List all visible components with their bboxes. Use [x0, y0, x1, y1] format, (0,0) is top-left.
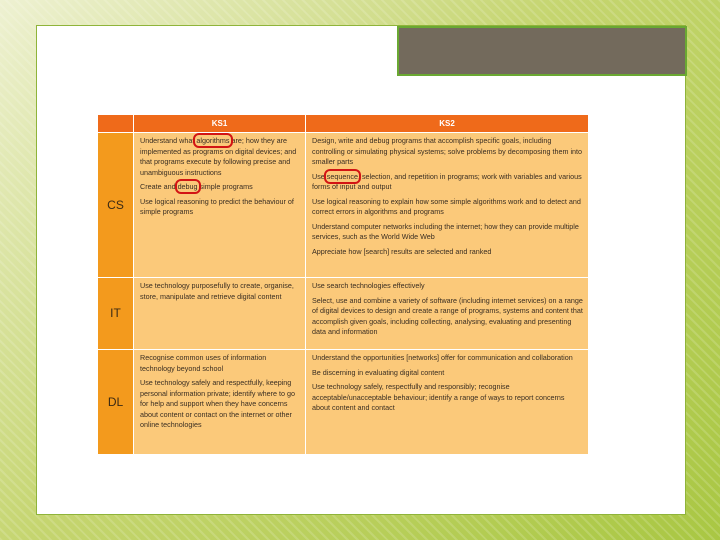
highlighted-keyword: debug — [177, 182, 198, 191]
item-text: Design, write and debug programs that accomplish specific goals, including controlling or simulating physical systems; solve problems by decomposing them into smaller parts — [312, 136, 583, 166]
header-ks1: KS1 — [134, 115, 306, 133]
item-text: Use — [312, 171, 327, 181]
table-row — [98, 133, 589, 278]
curriculum-table — [97, 114, 589, 455]
item-text: are; how they are implemented as programs on digital devices; and that programs execute by following precise and unambiguous instructions — [140, 136, 297, 177]
list-item — [312, 197, 583, 218]
ks2-cell — [306, 350, 589, 455]
item-text: Use logical reasoning to explain how some simple algorithms work and to detect and correct errors in algorithms and programs — [312, 196, 581, 216]
item-text: Appreciate how [search] results are selected and ranked — [312, 246, 492, 256]
item-text: Use technology safely and respectfully, keeping personal information private; identify where to go for help and support when they have concerns about content or contact on the internet or other online technologies — [140, 378, 296, 429]
row-label-cs: CS — [98, 133, 134, 278]
row-label-dl: DL — [98, 350, 134, 455]
table-corner-cell — [98, 115, 134, 133]
ks1-cell — [134, 278, 306, 350]
table-row — [98, 350, 589, 455]
list-item — [312, 281, 583, 292]
item-text: Understand computer networks including the internet; how they can provide multiple services, such as the World Wide Web — [312, 221, 579, 241]
item-text: Use technology safely, respectfully and responsibly; recognise acceptable/unacceptable behaviour; identify a range of ways to report concerns about content and contact — [312, 382, 565, 412]
list-item — [140, 353, 300, 374]
highlighted-keyword: algorithms — [196, 136, 230, 145]
table-row — [98, 278, 589, 350]
list-item — [312, 172, 583, 193]
list-item — [312, 368, 583, 379]
list-item — [312, 382, 583, 414]
ks2-cell — [306, 278, 589, 350]
item-text: Use search technologies effectively — [312, 281, 425, 290]
list-item — [312, 247, 583, 258]
ks2-cell — [306, 133, 589, 278]
list-item — [140, 182, 300, 193]
item-text: Use technology purposefully to create, organise, store, manipulate and retrieve digital content — [140, 281, 294, 301]
item-text: simple programs — [197, 182, 253, 191]
list-item — [140, 136, 300, 178]
item-text: Be discerning in evaluating digital content — [312, 367, 445, 377]
list-item — [140, 378, 300, 431]
table-header-row — [98, 115, 589, 133]
item-text: Understand what — [140, 136, 197, 145]
item-text: Use logical reasoning to predict the behaviour of simple programs — [140, 196, 294, 216]
list-item — [312, 222, 583, 243]
item-text: , selection, and repetition in programs; work with variables and various forms of input and output — [312, 171, 582, 191]
item-text: Recognise common uses of information technology beyond school — [140, 353, 267, 373]
list-item — [312, 296, 583, 338]
list-item — [312, 353, 583, 364]
highlighted-keyword: sequence — [326, 171, 358, 181]
title-placeholder-box — [397, 26, 687, 76]
list-item — [312, 136, 583, 168]
row-label-it: IT — [98, 278, 134, 350]
ks1-cell — [134, 133, 306, 278]
item-text: Select, use and combine a variety of software (including internet services) on a range of digital devices to design and create a range of programs, systems and content that accomplish given goals, including collecting, analysing, evaluating and presenting data and information — [312, 295, 583, 336]
item-text: Create and — [140, 182, 178, 191]
list-item — [140, 197, 300, 218]
list-item — [140, 281, 300, 302]
item-text: Understand the opportunities [networks] offer for communication and collaboration — [312, 353, 573, 362]
header-ks2: KS2 — [306, 115, 589, 133]
ks1-cell — [134, 350, 306, 455]
